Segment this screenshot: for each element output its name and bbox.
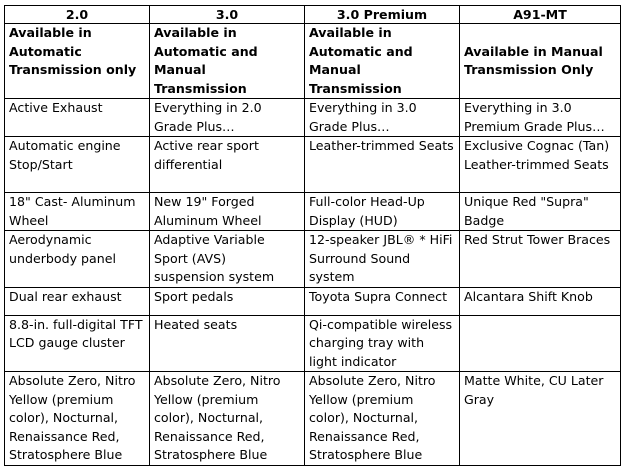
table-cell: Dual rear exhaust <box>5 287 150 315</box>
header-row <box>5 6 621 24</box>
table-cell: 18" Cast- Aluminum Wheel <box>5 193 150 231</box>
table-cell: Active rear sport differential <box>150 137 305 193</box>
table-cell: Full-color Head-Up Display (HUD) <box>305 193 460 231</box>
table-cell: Everything in 3.0 Grade Plus… <box>305 99 460 137</box>
table-cell: Absolute Zero, Nitro Yellow (premium color), Nocturnal, Renaissance Red, Stratosphere Blue <box>5 372 150 466</box>
availability-cell: Available in Manual Transmission Only <box>460 24 621 99</box>
table-cell: 8.8-in. full-digital TFT LCD gauge cluster <box>5 315 150 372</box>
table-cell: 12-speaker JBL® * HiFi Surround Sound system <box>305 231 460 288</box>
availability-cell: Available in Automatic and Manual Transmission <box>150 24 305 99</box>
availability-cell: Available in Automatic and Manual Transmission <box>305 24 460 99</box>
table-row <box>5 231 621 288</box>
transmission-availability-row <box>5 24 621 99</box>
table-row <box>5 315 621 372</box>
table-cell: Red Strut Tower Braces <box>460 231 621 288</box>
table-cell: Everything in 3.0 Premium Grade Plus… <box>460 99 621 137</box>
table-cell: Qi-compatible wireless charging tray with light indicator <box>305 315 460 372</box>
table-cell: Toyota Supra Connect <box>305 287 460 315</box>
header-trim-2-0: 2.0 <box>5 6 150 24</box>
trim-comparison-table <box>4 5 621 466</box>
availability-cell: Available in Automatic Transmission only <box>5 24 150 99</box>
table-row <box>5 137 621 193</box>
table-cell: Absolute Zero, Nitro Yellow (premium color), Nocturnal, Renaissance Red, Stratosphere Blue <box>150 372 305 466</box>
table-cell: Unique Red "Supra" Badge <box>460 193 621 231</box>
table-cell: Aerodynamic underbody panel <box>5 231 150 288</box>
table-cell <box>460 315 621 372</box>
table-cell: Heated seats <box>150 315 305 372</box>
header-trim-3-0-premium: 3.0 Premium <box>305 6 460 24</box>
table-cell: Everything in 2.0 Grade Plus… <box>150 99 305 137</box>
header-trim-3-0: 3.0 <box>150 6 305 24</box>
table-cell: Automatic engine Stop/Start <box>5 137 150 193</box>
table-row <box>5 99 621 137</box>
table-cell: Alcantara Shift Knob <box>460 287 621 315</box>
header-trim-a91-mt: A91-MT <box>460 6 621 24</box>
table-row <box>5 193 621 231</box>
table-row <box>5 372 621 466</box>
table-cell: Adaptive Variable Sport (AVS) suspension system <box>150 231 305 288</box>
table-cell: Sport pedals <box>150 287 305 315</box>
table-row <box>5 287 621 315</box>
table-cell: New 19" Forged Aluminum Wheel <box>150 193 305 231</box>
table-cell: Absolute Zero, Nitro Yellow (premium color), Nocturnal, Renaissance Red, Stratosphere Blue <box>305 372 460 466</box>
table-cell: Matte White, CU Later Gray <box>460 372 621 466</box>
table-cell: Exclusive Cognac (Tan) Leather-trimmed Seats <box>460 137 621 193</box>
table-cell: Leather-trimmed Seats <box>305 137 460 193</box>
table-cell: Active Exhaust <box>5 99 150 137</box>
